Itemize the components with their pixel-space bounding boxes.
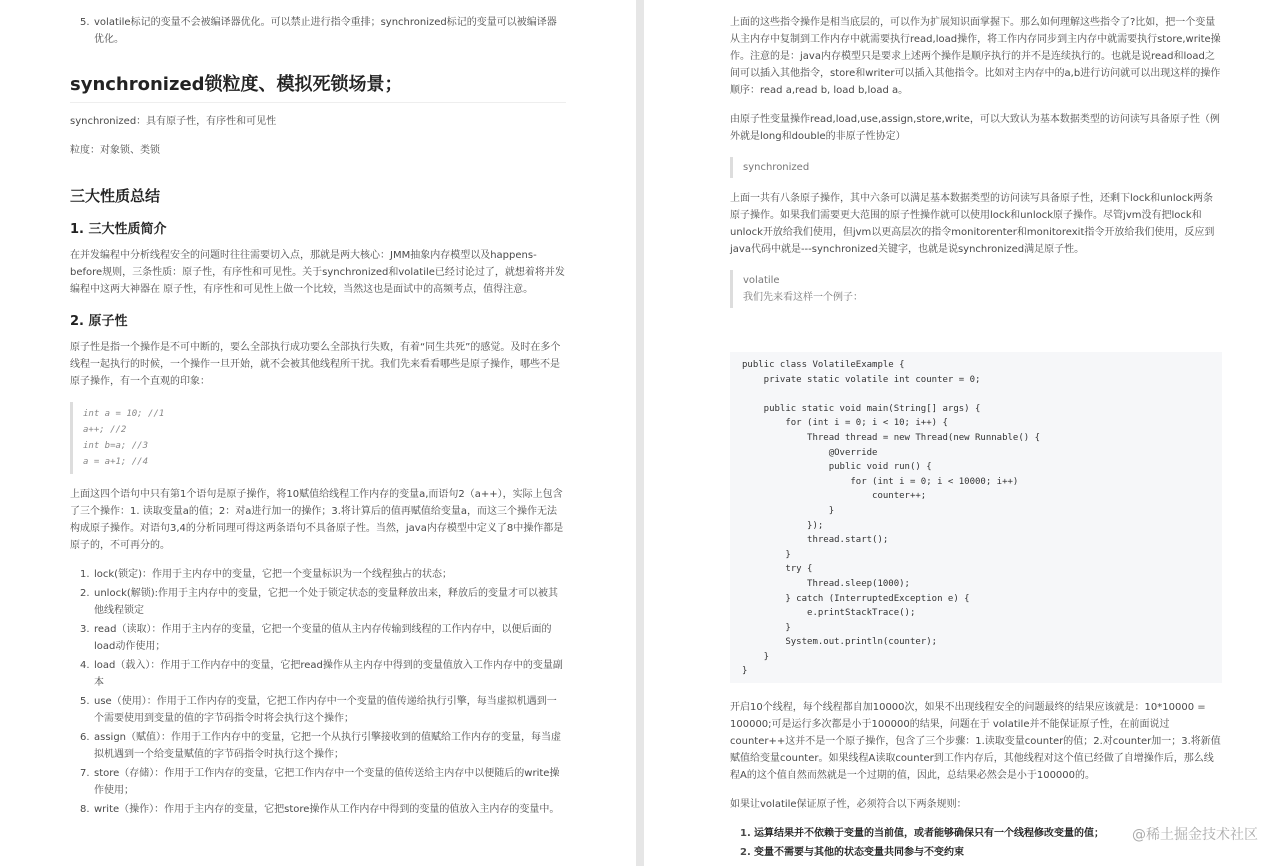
operations-list (70, 566, 566, 818)
list-text: use（使用）：作用于工作内存的变量，它把工作内存中一个变量的值传递给执行引擎，每当虚拟机遇到一个需要使用到变量的值的字节码指令时将会执行这个操作； (94, 696, 557, 724)
list-text: assign（赋值）：作用于工作内存中的变量，它把一个从执行引擎接收到的值赋给工作内存的变量，每当虚拟机遇到一个给变量赋值的字节码指令时执行这个操作； (94, 732, 562, 760)
list-item (80, 585, 566, 619)
code-line: int a = 10; //1 (83, 409, 165, 419)
list-number: 6. (80, 732, 90, 743)
code-line: }); (742, 520, 824, 531)
paragraph: 在并发编程中分析线程安全的问题时往往需要切入点，那就是两大核心：JMM抽象内存模型以及happens-before规则，三条性质：原子性，有序性和可见性。关于synchronized和volatile已经讨论过了，就想着将并发编程中这两大神器在 原子性，有序性和可见性上做一个比较，当然这也是面试中的高频考点，值得注意。 (70, 250, 565, 295)
list-text: volatile标记的变量不会被编译器优化。可以禁止进行指令重排；synchronized标记的变量可以被编译器优化。 (94, 17, 557, 45)
list-item (80, 729, 566, 763)
code-snippet (70, 402, 566, 474)
page-gap (636, 0, 644, 866)
code-line: } (742, 549, 791, 560)
code-line: Thread.sleep(1000); (742, 578, 910, 589)
blockquote (730, 157, 1222, 178)
list-text: unlock(解锁):作用于主内存中的变量，它把一个处于锁定状态的变量释放出来，释放后的变量才可以被其他线程锁定 (94, 588, 559, 616)
code-line: } (742, 505, 835, 516)
list-text: write（操作）：作用于主内存的变量，它把store操作从工作内存中得到的变量的值放入主内存的变量中。 (94, 804, 560, 815)
code-line: int b=a; //3 (83, 441, 149, 451)
top-list (70, 14, 566, 48)
paragraph: 上面的这些指令操作是相当底层的，可以作为扩展知识面掌握下。那么如何理解这些指令了?比如，把一个变量从主内存中复制到工作内存中就需要执行read,load操作，将工作内存同步到主内存中就需要执行store,write操作。注意的是：java内存模型只是要求上述两个操作是顺序执行的并不是连续执行的。也就是说read和load之间可以插入其他指令，store和writer可以插入其他指令。比如对主内存中的a,b进行访问就可以出现这样的操作顺序：read a,read b, load b,load a。 (730, 17, 1221, 96)
list-item (80, 566, 566, 583)
code-line: System.out.println(counter); (742, 637, 938, 648)
list-item (80, 621, 566, 655)
paragraph: 开启10个线程，每个线程都自加10000次，如果不出现线程安全的问题最终的结果应该就是：10*10000 = 100000;可是运行多次都是小于100000的结果，问题在于 volatile并不能保证原子性，在前面说过counter++这并不是一个原子操作，包含了三个步骤：1.读取变量counter的值；2.对counter加一；3.将新值赋值给变量counter。如果线程A读取counter到工作内存后，其他线程对这个值已经做了自增操作后，那么线程A的这个值自然而然就是一个过期的值，因此，总结果必然会是小于100000的。 (730, 702, 1221, 782)
list-number: 7. (80, 768, 90, 779)
quote-text: synchronized (743, 162, 810, 173)
list-number: 2. (80, 588, 90, 599)
paragraph: 如果让volatile保证原子性，必须符合以下两条规则： (730, 799, 967, 811)
code-line: public void run() { (742, 462, 932, 473)
paragraph: 上面一共有八条原子操作，其中六条可以满足基本数据类型的访问读写具备原子性，还剩下lock和unlock两条原子操作。如果我们需要更大范围的原子性操作就可以使用lock和unlock原子操作。尽管jvm没有把lock和unlock开放给我们使用，但jvm以更高层次的指令monitorenter和monitorexit指令开放给我们使用，反应到java代码中就是---synchronized关键字，也就是说synchronized满足原子性。 (730, 193, 1215, 255)
section-heading: synchronized锁粒度、模拟死锁场景； (70, 70, 566, 103)
code-line: try { (742, 564, 813, 575)
right-page (644, 0, 1280, 866)
list-item (80, 657, 566, 691)
list-text: load（载入）：作用于工作内存中的变量，它把read操作从主内存中得到的变量值放入工作内存中的变量副本 (94, 660, 563, 688)
code-line: counter++; (742, 491, 927, 502)
code-line: public class VolatileExample { (742, 360, 905, 370)
code-line: Thread thread = new Thread(new Runnable() { (742, 432, 1041, 443)
code-line: } (742, 666, 748, 677)
watermark: @稀土掘金技术社区 (1132, 827, 1258, 843)
code-line: a++; //2 (83, 425, 127, 435)
paragraph: 原子性是指一个操作是不可中断的，要么全部执行成功要么全部执行失败，有着“同生共死”的感觉。及时在多个线程一起执行的时候，一个操作一旦开始，就不会被其他线程所干扰。我们先来看看哪些是原子操作，哪些不是原子操作，有一个直观的印象： (70, 342, 561, 387)
list-text: read（读取）：作用于主内存的变量，它把一个变量的值从主内存传输到线程的工作内存中，以便后面的load动作使用； (94, 624, 552, 652)
code-line: public static void main(String[] args) { (742, 403, 981, 414)
quote-text: 我们先来看这样一个例子： (743, 292, 863, 303)
list-item (740, 844, 1222, 861)
list-number: 1. (80, 569, 90, 580)
list-text: store（存储）：作用于工作内存的变量，它把工作内存中一个变量的值传送给主内存中以便随后的write操作使用； (94, 768, 560, 796)
code-line: } (742, 651, 770, 662)
code-block (730, 352, 1222, 683)
code-line: e.printStackTrace(); (742, 608, 916, 619)
code-line: } catch (InterruptedException e) { (742, 593, 970, 604)
code-line: } (742, 622, 791, 633)
list-item (80, 801, 566, 818)
code-line: private static volatile int counter = 0; (742, 374, 981, 385)
section-heading: 三大性质总结 (70, 187, 161, 205)
code-line: for (int i = 0; i < 10000; i++) (742, 476, 1019, 487)
list-item (80, 14, 566, 48)
list-text: 运算结果并不依赖于变量的当前值，或者能够确保只有一个线程修改变量的值； (754, 828, 1104, 840)
list-number: 5. (80, 17, 90, 28)
code-line: a = a+1; //4 (83, 457, 149, 467)
list-number: 1. (740, 828, 751, 840)
code-line (742, 387, 1212, 402)
paragraph: 粒度：对象锁、类锁 (70, 145, 160, 156)
list-number: 8. (80, 804, 90, 815)
list-text: 变量不需要与其他的状态变量共同参与不变约束 (754, 847, 964, 859)
list-number: 4. (80, 660, 90, 671)
paragraph: 由原子性变量操作read,load,use,assign,store,write，可以大致认为基本数据类型的访问读写具备原子性（例外就是long和double的非原子性协定） (730, 114, 1220, 142)
code-line: @Override (742, 447, 878, 458)
paragraph: synchronized：具有原子性，有序性和可见性 (70, 116, 277, 127)
list-number: 5. (80, 696, 90, 707)
subsection-heading: 1. 三大性质简介 (70, 222, 167, 237)
list-number: 3. (80, 624, 90, 635)
code-line: for (int i = 0; i < 10; i++) { (742, 418, 948, 429)
list-item (80, 765, 566, 799)
code-line: thread.start(); (742, 535, 889, 546)
left-page (0, 0, 636, 866)
list-number: 2. (740, 847, 751, 859)
quote-title: volatile (743, 275, 780, 286)
blockquote (730, 270, 1222, 308)
list-text: lock(锁定)：作用于主内存中的变量，它把一个变量标识为一个线程独占的状态； (94, 569, 452, 580)
subsection-heading: 2. 原子性 (70, 314, 128, 329)
list-item (80, 693, 566, 727)
paragraph: 上面这四个语句中只有第1个语句是原子操作，将10赋值给线程工作内存的变量a,而语句2（a++），实际上包含了三个操作：1. 读取变量a的值；2：对a进行加一的操作；3.将计算后的值再赋值给变量a，而这三个操作无法构成原子操作。对语句3,4的分析同理可得这两条语句不具备原子性。当然，java内存模型中定义了8中操作都是原子的，不可再分的。 (70, 489, 564, 551)
